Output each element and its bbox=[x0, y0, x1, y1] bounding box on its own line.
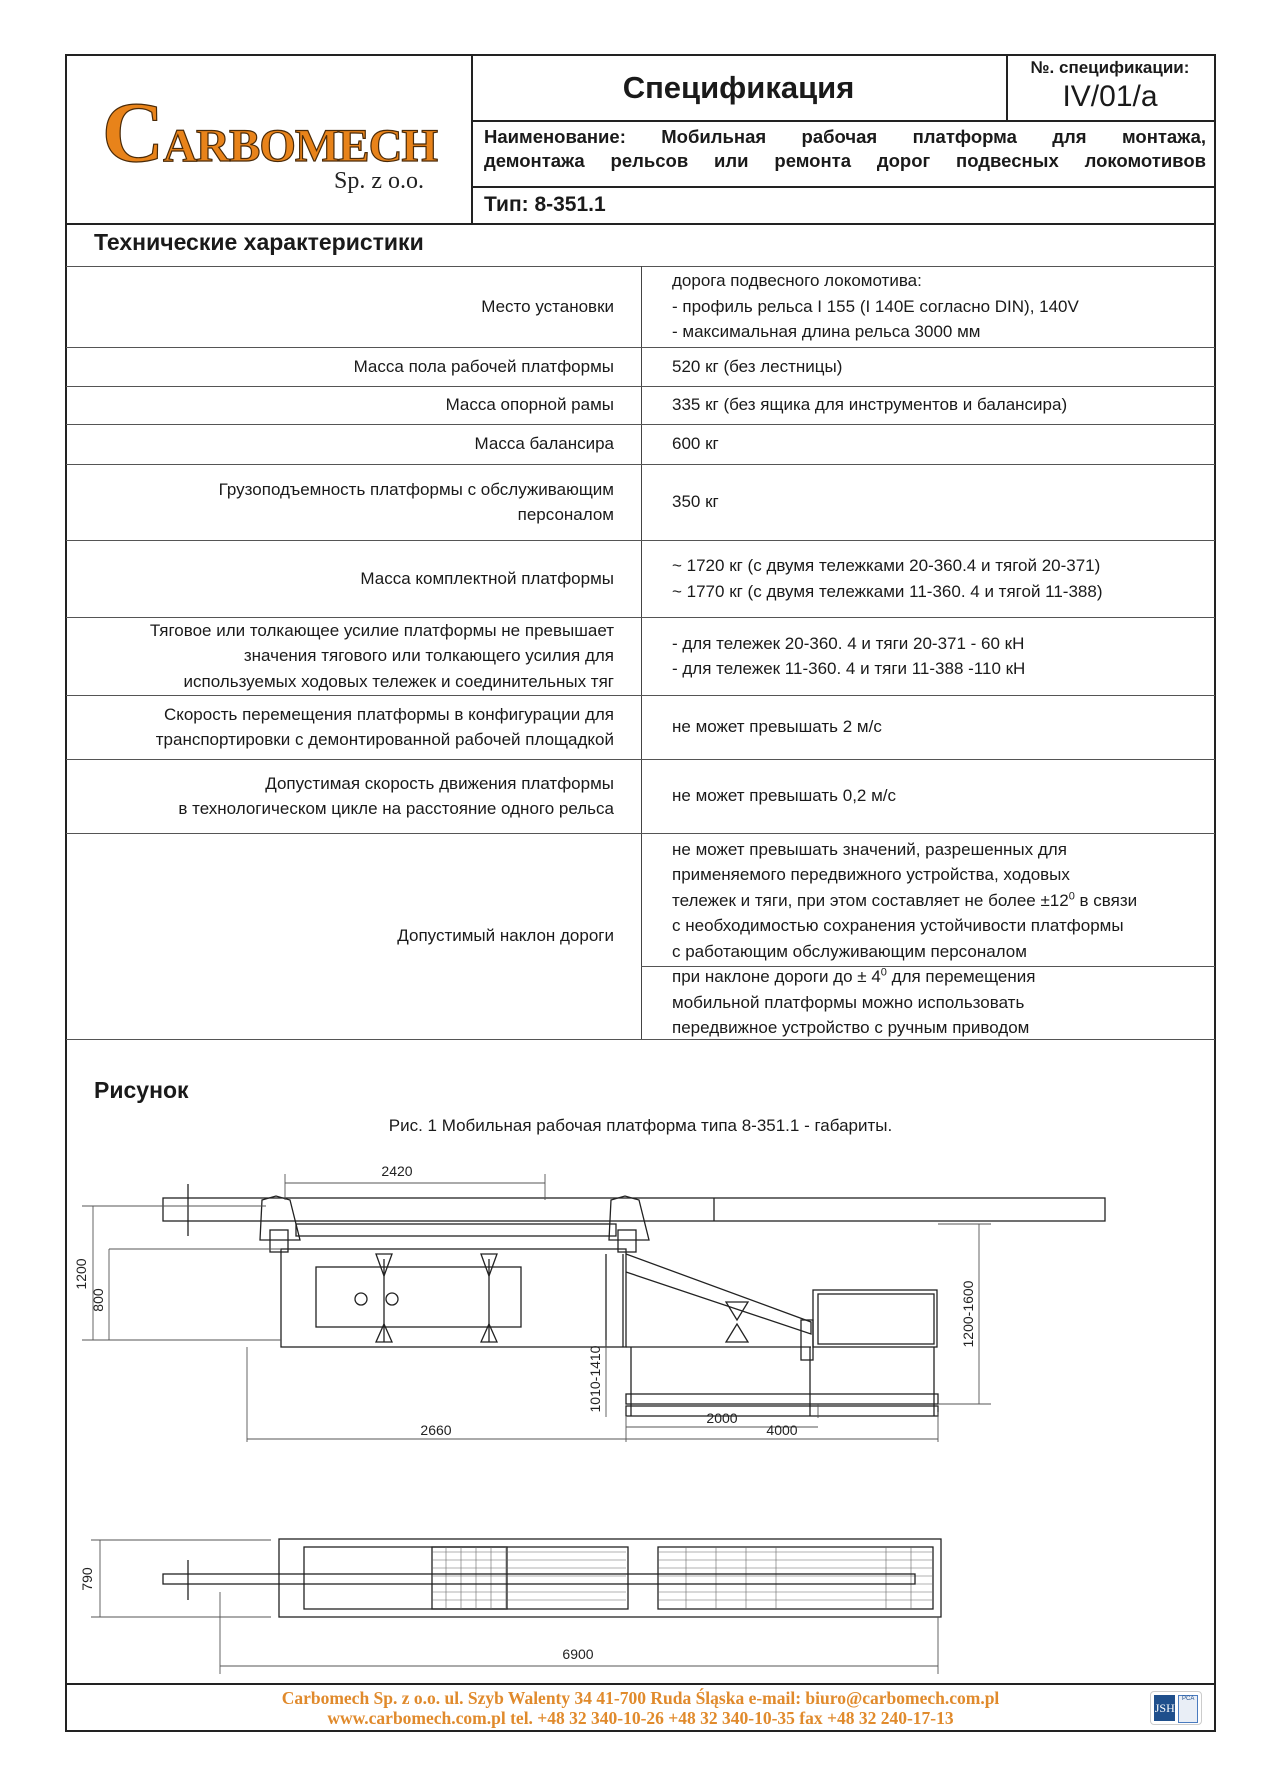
dim-height-adjust: 1010-1410 bbox=[587, 1345, 603, 1413]
dim-top-span: 2420 bbox=[381, 1163, 413, 1179]
pca-badge-icon: PCA bbox=[1178, 1695, 1198, 1723]
page-title: Спецификация bbox=[622, 70, 855, 105]
spec-label-text: Допустимый наклон дороги bbox=[397, 926, 614, 946]
spec-number-label: №. спецификации: bbox=[1030, 58, 1190, 77]
header-bottom-line bbox=[66, 223, 1215, 225]
spec-value-text: с работающим обслуживающим персоналом bbox=[672, 941, 1027, 961]
product-type: Тип: 8-351.1 bbox=[484, 193, 606, 216]
spec-label-text: Масса комплектной платформы bbox=[360, 568, 614, 588]
spec-value-text: - для тележек 11-360. 4 и тяги 11-388 -110 кН bbox=[672, 659, 1026, 678]
spec-value-text: с необходимостью сохранения устойчивости платформы bbox=[672, 916, 1124, 936]
spec-value bbox=[672, 966, 1207, 1039]
spec-value bbox=[672, 464, 1207, 540]
spec-value bbox=[672, 424, 1207, 464]
spec-value-text: передвижное устройство с ручным приводом bbox=[672, 1018, 1030, 1038]
spec-label-text: используемых ходовых тележек и соединительных тяг bbox=[183, 671, 614, 691]
logo-rest: ARBOMECH bbox=[163, 120, 438, 172]
spec-label bbox=[66, 386, 614, 424]
spec-value bbox=[672, 540, 1207, 617]
dim-height-frame: 800 bbox=[90, 1288, 106, 1312]
spec-label bbox=[66, 833, 614, 1039]
spec-value bbox=[672, 759, 1207, 833]
spec-label-text: Грузоподъемность платформы с обслуживающим bbox=[218, 479, 614, 499]
degree-mark: 0 bbox=[880, 966, 887, 979]
dim-len-2660: 2660 bbox=[420, 1422, 452, 1438]
spec-label bbox=[66, 464, 614, 540]
spec-value-text bbox=[672, 888, 1207, 914]
section-title-figure: Рисунок bbox=[94, 1077, 189, 1103]
spec-value-text: - профиль рельса I 155 (I 140E согласно DIN), 140V bbox=[672, 296, 1079, 316]
dim-len-4000: 4000 bbox=[766, 1422, 798, 1438]
product-name-line: Наименование: Мобильная рабочая платформа для монтажа, bbox=[484, 126, 1206, 147]
spec-value-text: - максимальная длина рельса 3000 мм bbox=[672, 322, 981, 342]
jsh-logo-icon: JSH bbox=[1154, 1695, 1175, 1721]
spec-value-fragment: в связи bbox=[1079, 890, 1138, 910]
spec-value-text: дорога подвесного локомотива: bbox=[672, 271, 922, 291]
spec-label-text: значения тягового или толкающего усилия для bbox=[243, 646, 614, 666]
spec-value-text: мобильной платформы можно использовать bbox=[672, 992, 1025, 1012]
spec-value-fragment: для перемещения bbox=[891, 967, 1036, 987]
dim-len-2000: 2000 bbox=[706, 1410, 738, 1426]
spec-value-text: 335 кг (без ящика для инструментов и балансира) bbox=[672, 395, 1068, 415]
spec-label-text: Масса пола рабочей платформы bbox=[353, 356, 614, 376]
dim-height-total: 1200 bbox=[73, 1258, 89, 1290]
spec-label-text: транспортировки с демонтированной рабочей площадкой bbox=[155, 730, 614, 749]
certification-badge bbox=[1150, 1691, 1202, 1725]
section-title-tech: Технические характеристики bbox=[94, 229, 424, 255]
product-name bbox=[484, 125, 1206, 183]
spec-value bbox=[672, 835, 1207, 966]
spec-number-value: IV/01/a bbox=[1062, 80, 1158, 113]
spec-label-text: Масса опорной рамы bbox=[445, 395, 614, 415]
spec-label-text: Тяговое или толкающее усилие платформы не превышает bbox=[149, 620, 614, 640]
dim-len-total: 6900 bbox=[562, 1646, 594, 1662]
spec-value-text: применяемого передвижного устройства, ходовых bbox=[672, 865, 1070, 885]
table-column-divider bbox=[641, 266, 642, 1039]
logo-initial: C bbox=[102, 84, 164, 180]
spec-label-text: Допустимая скорость движения платформы bbox=[265, 773, 614, 793]
product-name-line: демонтажа рельсов или ремонта дорог подвесных локомотивов bbox=[484, 150, 1206, 171]
spec-value bbox=[672, 695, 1207, 759]
figure-caption: Рис. 1 Мобильная рабочая платформа типа 8-351.1 - габариты. bbox=[388, 1116, 893, 1135]
spec-value-text: не может превышать 0,2 м/с bbox=[672, 786, 897, 806]
spec-label-text: в технологическом цикле на расстояние одного рельса bbox=[178, 799, 614, 818]
footer-address: Carbomech Sp. z o.o. ul. Szyb Walenty 34 41-700 Ruda Śląska e-mail: biuro@carbomech.com.pl bbox=[281, 1688, 1000, 1708]
spec-value-text: ~ 1770 кг (с двумя тележками 11-360. 4 и тягой 11-388) bbox=[672, 581, 1103, 601]
spec-value-fragment: при наклоне дороги до ± 4 bbox=[672, 967, 881, 987]
spec-value bbox=[672, 266, 1207, 347]
spec-value bbox=[672, 347, 1207, 386]
spec-value-text bbox=[672, 964, 1207, 990]
header-divider bbox=[471, 120, 1215, 122]
spec-value-text: не может превышать значений, разрешенных для bbox=[672, 839, 1067, 859]
spec-value-fragment: тележек и тяги, при этом составляет не более ±12 bbox=[672, 890, 1069, 910]
degree-mark: 0 bbox=[1068, 890, 1075, 903]
spec-label-text: Место установки bbox=[481, 296, 614, 316]
spec-value-text: 600 кг bbox=[672, 434, 719, 454]
spec-label bbox=[66, 424, 614, 464]
company-logo bbox=[68, 58, 468, 220]
logo-subtitle: Sp. z o.o. bbox=[334, 168, 424, 194]
spec-label-text: Масса балансира bbox=[474, 434, 614, 454]
spec-label-text: персоналом bbox=[517, 505, 614, 524]
spec-value bbox=[672, 386, 1207, 424]
spec-label bbox=[66, 347, 614, 386]
spec-label bbox=[66, 266, 614, 347]
spec-value-text: - для тележек 20-360. 4 и тяги 20-371 - 60 кН bbox=[672, 633, 1025, 653]
spec-label bbox=[66, 695, 614, 759]
spec-value bbox=[672, 617, 1207, 695]
spec-label bbox=[66, 540, 614, 617]
spec-value-text: 350 кг bbox=[672, 492, 719, 512]
footer-phones: www.carbomech.com.pl tel. +48 32 340-10-26 +48 32 340-10-35 fax +48 32 240-17-13 bbox=[327, 1708, 954, 1728]
spec-value-text: ~ 1720 кг (с двумя тележками 20-360.4 и тягой 20-371) bbox=[672, 556, 1101, 575]
logo-wordmark bbox=[102, 84, 438, 180]
spec-value-text: 520 кг (без лестницы) bbox=[672, 356, 843, 376]
dim-width-plan: 790 bbox=[79, 1567, 95, 1591]
spec-label bbox=[66, 617, 614, 695]
technical-drawing bbox=[66, 1142, 1214, 1682]
spec-label bbox=[66, 759, 614, 833]
spec-value-text: не может превышать 2 м/с bbox=[672, 717, 882, 737]
footer-contacts bbox=[66, 1685, 1215, 1730]
spec-label-text: Скорость перемещения платформы в конфигурации для bbox=[163, 704, 614, 724]
dim-height-right: 1200-1600 bbox=[960, 1280, 976, 1348]
